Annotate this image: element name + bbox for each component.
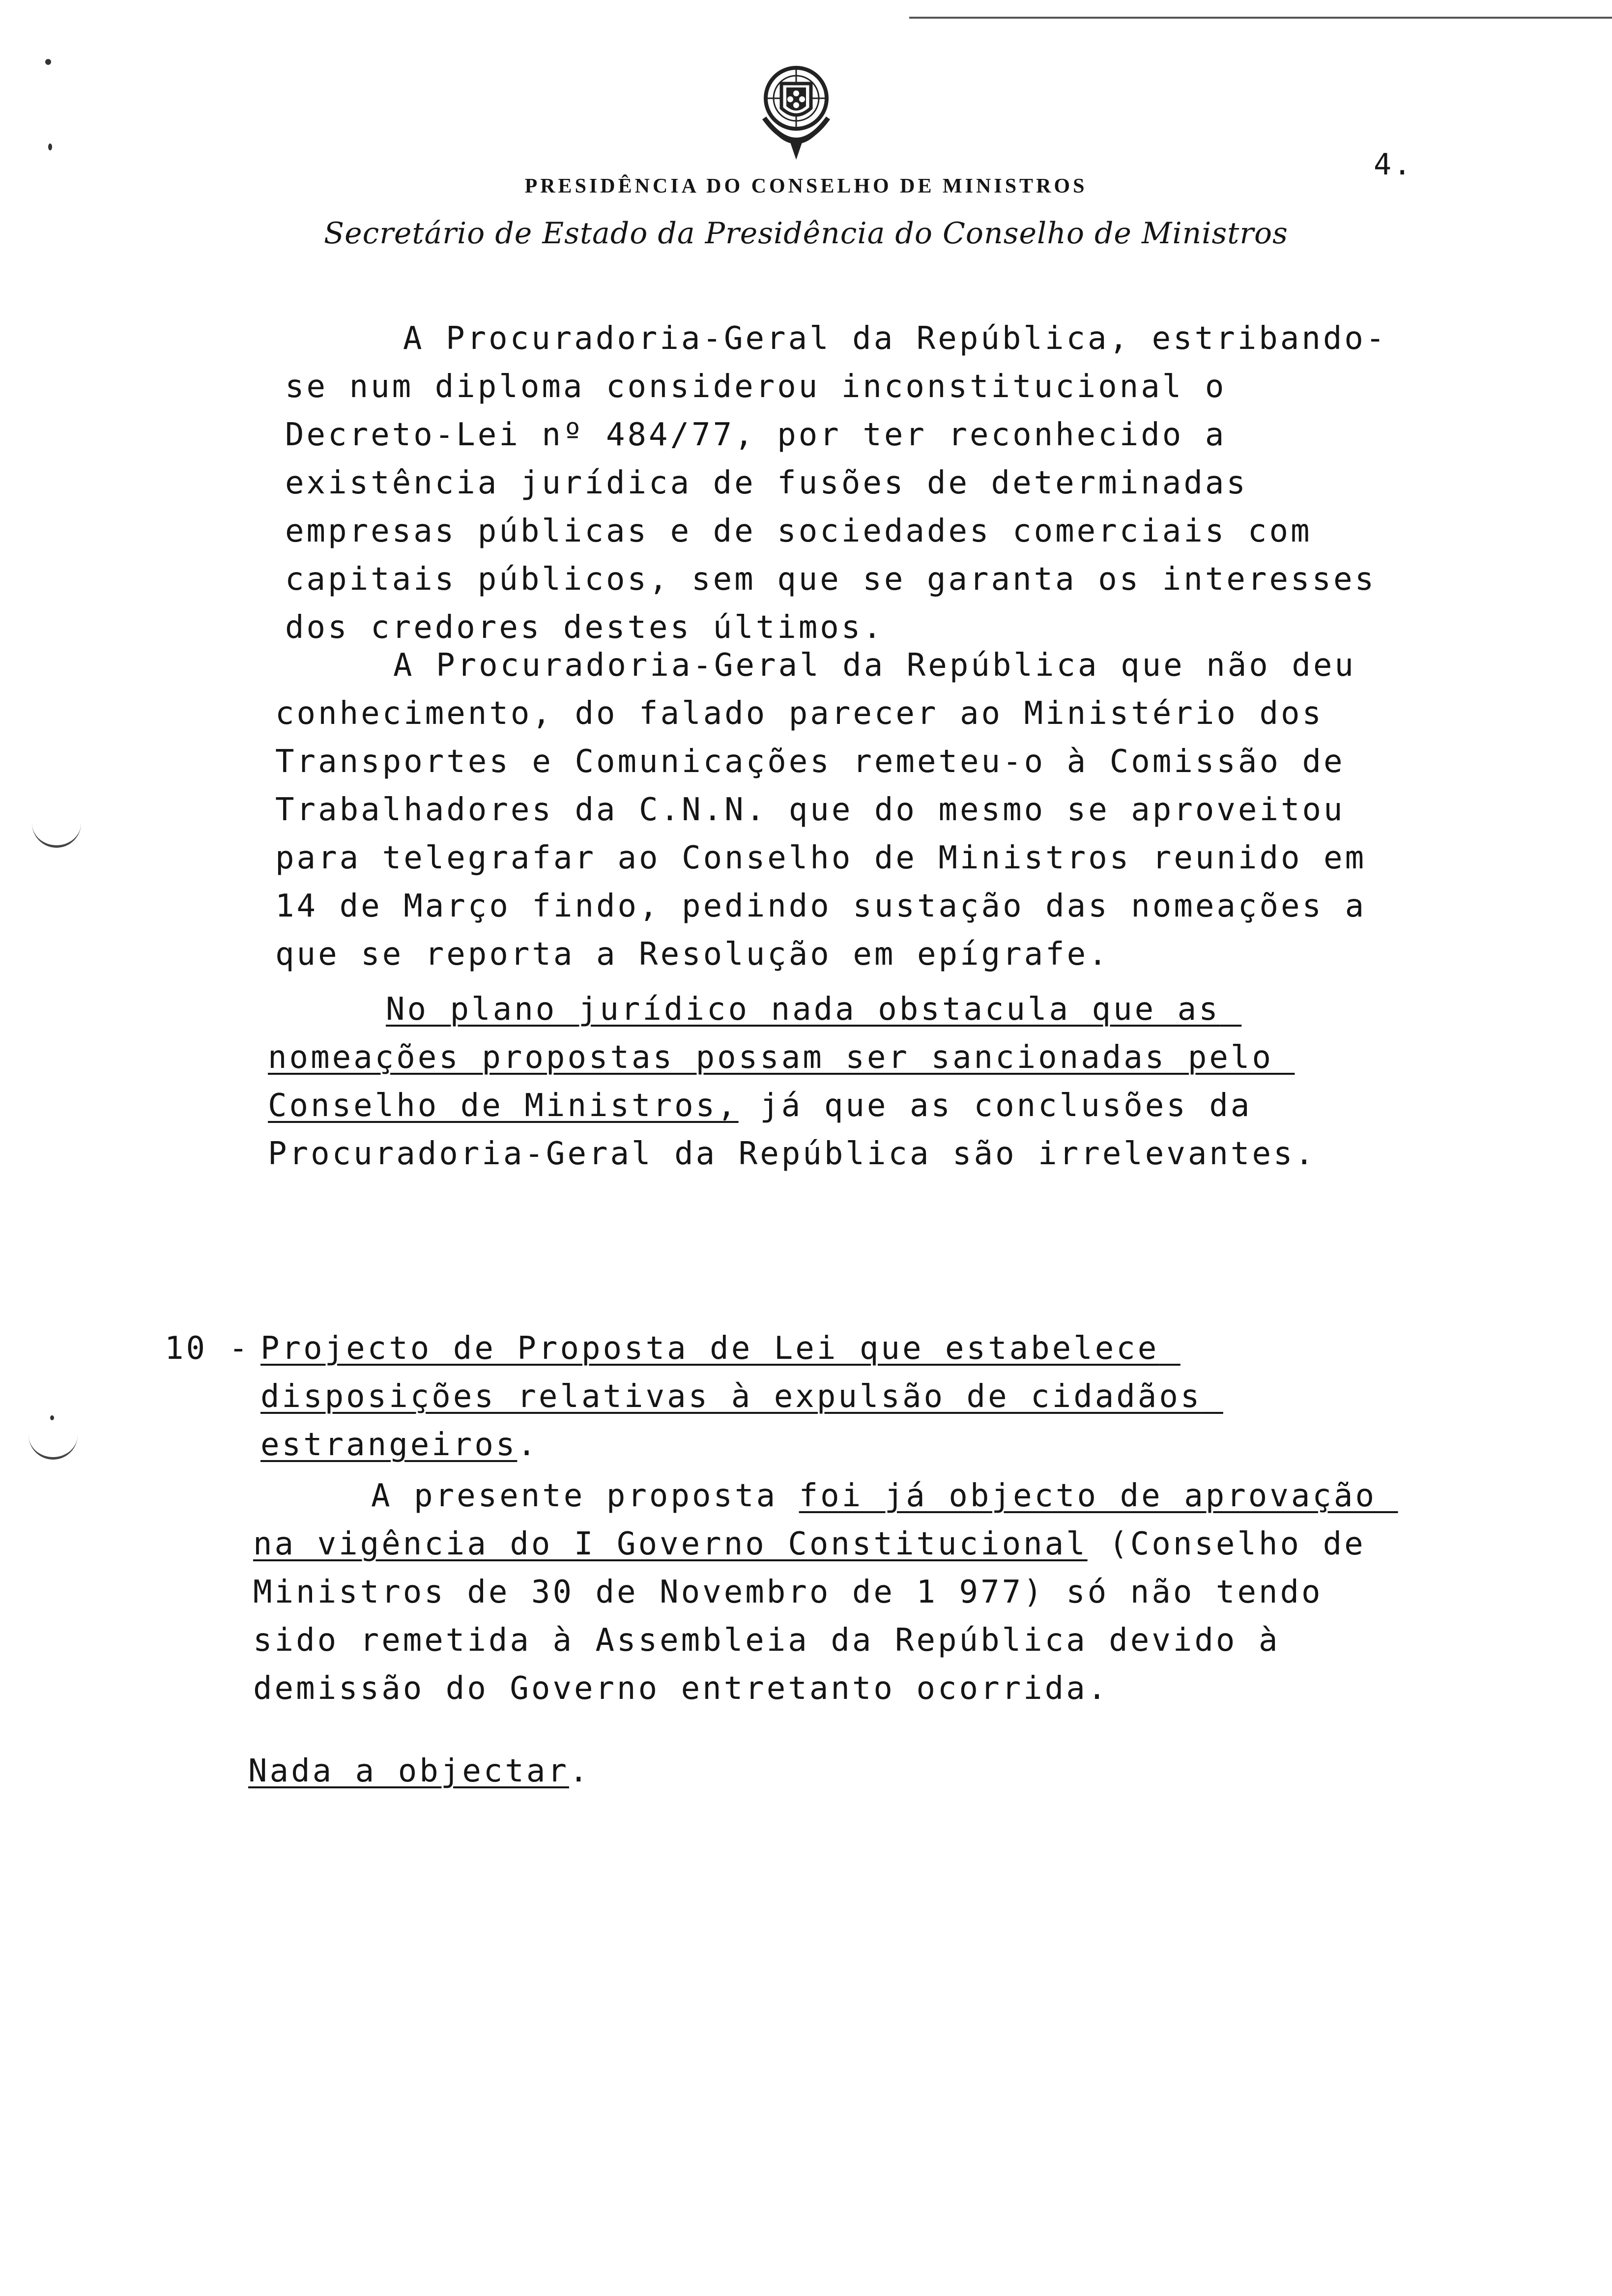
conclusion-text: Nada a objectar	[248, 1753, 569, 1789]
punch-hole-mark	[32, 816, 81, 848]
agenda-item-title-end: .	[517, 1427, 539, 1463]
coat-of-arms-icon	[747, 59, 845, 167]
agenda-item-title: Projecto de Proposta de Lei que estabelece disposições relativas à expulsão de cidadãos estrangeiros	[260, 1330, 1223, 1463]
agenda-item-10	[165, 1324, 1354, 1469]
scan-speck	[45, 59, 51, 65]
department-subheading: Secretário de Estado da Presidência do Conselho de Ministros	[324, 216, 1288, 251]
paragraph-4-start: A presente proposta	[371, 1478, 799, 1514]
conclusion-end: .	[569, 1753, 591, 1789]
paragraph-2-text: A Procuradoria-Geral da República que não deu conhecimento, do falado parecer ao Ministério dos Transportes e Comunicações remeteu-o à Comissão de Trabalhadores da C.N.N. que do mesmo se aproveitou para telegrafar ao Conselho de Ministros reunido em 14 de Março findo, pedindo sustação das nomeações a que se reporta a Resolução em epígrafe.	[275, 647, 1388, 973]
paragraph-2	[275, 641, 1406, 978]
agenda-item-number: 10 -	[165, 1330, 251, 1367]
page-number: 4.	[1374, 147, 1413, 182]
paragraph-3-underlined-text: No plano jurídico nada obstacula que as nomeações propostas possam ser sancionadas pelo Conselho de Ministros,	[268, 991, 1295, 1124]
scan-edge-line	[909, 17, 1612, 19]
scan-speck	[50, 1415, 54, 1420]
paragraph-4-text: (Conselho de Ministros de 30 de Novembro de 1 977) só não tendo sido remetida à Assembleia da República devido à demissão do Governo entretanto ocorrida.	[253, 1526, 1387, 1707]
punch-hole-mark	[29, 1428, 78, 1460]
conclusion	[248, 1747, 641, 1795]
organization-heading: PRESIDÊNCIA DO CONSELHO DE MINISTROS	[524, 175, 1088, 198]
paragraph-4	[253, 1472, 1398, 1713]
paragraph-1	[285, 315, 1406, 652]
scan-speck	[48, 144, 52, 150]
paragraph-3	[268, 985, 1403, 1178]
paragraph-4-underlined-text: foi já objecto de aprovação na vigência do I Governo Constitucional	[253, 1478, 1398, 1562]
paragraph-3-text: já que as conclusões da Procuradoria-Geral da República são irrelevantes.	[268, 1088, 1317, 1172]
paragraph-1-text: A Procuradoria-Geral da República, estribando-se num diploma considerou inconstitucional o Decreto-Lei nº 484/77, por ter reconhecido a existência jurídica de fusões de determinadas empresas públicas e de sociedades comerciais com capitais públicos, sem que se garanta os interesses dos credores destes últimos.	[285, 320, 1398, 646]
